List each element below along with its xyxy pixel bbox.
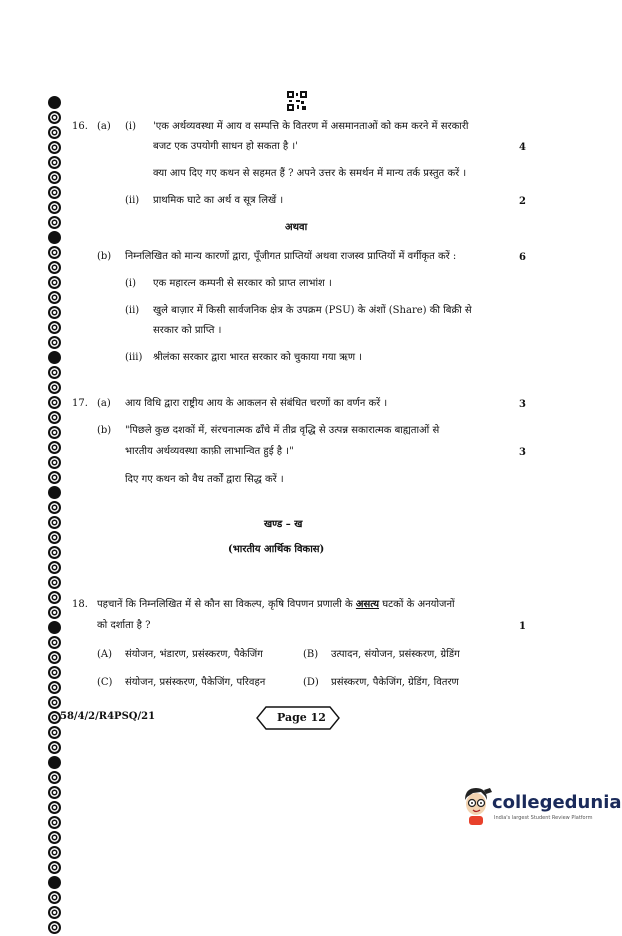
binding-ring <box>48 666 61 679</box>
binding-ring <box>48 861 61 874</box>
binding-ring <box>48 111 61 124</box>
q16-b-i-text: एक महारत्न कम्पनी से सरकार को प्राप्त लाभांश । <box>153 278 332 289</box>
mascot-icon <box>459 786 493 826</box>
q16-b-ii-label: (ii) <box>125 305 140 316</box>
binding-ring <box>48 636 61 649</box>
section-title: खण्ड – ख <box>264 519 303 530</box>
q18-option-d: प्रसंस्करण, पैकेजिंग, ग्रेडिंग, वितरण <box>331 677 459 688</box>
q16-b-i-label: (i) <box>125 278 137 289</box>
binding-ring <box>48 351 61 364</box>
q18-option-a-key: (A) <box>97 649 113 660</box>
binding-ring <box>48 276 61 289</box>
page-number-badge <box>256 706 340 734</box>
q16-b-ii-line2: सरकार को प्राप्ति । <box>153 325 222 336</box>
q16-i-label: (i) <box>125 121 137 132</box>
binding-ring <box>48 366 61 379</box>
binding-ring <box>48 501 61 514</box>
binding-ring <box>48 201 61 214</box>
q17-a-marks: 3 <box>519 399 526 410</box>
binding-ring <box>48 801 61 814</box>
q18-option-c-key: (C) <box>97 677 113 688</box>
q16-i-question: क्या आप दिए गए कथन से सहमत हैं ? अपने उत्तर के समर्थन में मान्य तर्क प्रस्तुत करें । <box>153 168 467 179</box>
q17-b-line2: भारतीय अर्थव्यवस्था काफ़ी लाभान्वित हुई है ।" <box>125 446 294 457</box>
binding-ring <box>48 441 61 454</box>
binding-ring <box>48 396 61 409</box>
q16-b-iii-text: श्रीलंका सरकार द्वारा भारत सरकार को चुकाया गया ऋण । <box>153 352 363 363</box>
q16-b-text: निम्नलिखित को मान्य कारणों द्वारा, पूँजीगत प्राप्तियों अथवा राजस्व प्राप्तियों में वर्गीकृत करें : <box>125 251 457 262</box>
binding-ring <box>48 891 61 904</box>
binding-ring <box>48 291 61 304</box>
binding-ring <box>48 771 61 784</box>
binding-ring <box>48 561 61 574</box>
binding-ring <box>48 306 61 319</box>
binding-rings <box>48 96 62 936</box>
binding-ring <box>48 741 61 754</box>
binding-ring <box>48 921 61 934</box>
binding-ring <box>48 171 61 184</box>
binding-ring <box>48 261 61 274</box>
binding-ring <box>48 591 61 604</box>
q18-line1: पहचानें कि निम्नलिखित में से कौन सा विकल्प, कृषि विपणन प्रणाली के असत्य घटकों के अनयोजनों <box>97 599 455 610</box>
binding-ring <box>48 231 61 244</box>
binding-ring <box>48 681 61 694</box>
binding-ring <box>48 141 61 154</box>
binding-ring <box>48 516 61 529</box>
binding-ring <box>48 456 61 469</box>
q18-marks: 1 <box>519 621 526 632</box>
or-separator: अथवा <box>285 222 308 233</box>
q18-line2: को दर्शाता है ? <box>97 620 151 631</box>
binding-ring <box>48 621 61 634</box>
binding-ring <box>48 381 61 394</box>
binding-ring <box>48 411 61 424</box>
q16-number: 16. <box>72 121 88 132</box>
binding-ring <box>48 906 61 919</box>
brand-tagline: India's largest Student Review Platform <box>494 815 593 821</box>
binding-ring <box>48 216 61 229</box>
binding-ring <box>48 321 61 334</box>
q18-option-a: संयोजन, भंडारण, प्रसंस्करण, पैकेजिंग <box>125 649 263 660</box>
binding-ring <box>48 756 61 769</box>
q17-b-marks: 3 <box>519 447 526 458</box>
q17-b-line1: "पिछले कुछ दशकों में, संरचनात्मक ढाँचे में तीव्र वृद्धि से उत्पन्न सकारात्मक बाह्यताओं से <box>125 425 440 436</box>
q16-b-marks: 6 <box>519 252 526 263</box>
binding-ring <box>48 726 61 739</box>
q17-a-text: आय विधि द्वारा राष्ट्रीय आय के आकलन से संबंधित चरणों का वर्णन करें । <box>125 398 388 409</box>
q17-b-label: (b) <box>97 425 112 436</box>
q17-a-label: (a) <box>97 398 111 409</box>
binding-ring <box>48 651 61 664</box>
binding-ring <box>48 531 61 544</box>
section-subtitle: (भारतीय आर्थिक विकास) <box>228 544 325 555</box>
qr-code-icon <box>287 91 307 111</box>
binding-ring <box>48 486 61 499</box>
q16-i-marks: 4 <box>519 142 526 153</box>
q16-i-line2: बजट एक उपयोगी साधन हो सकता है ।' <box>153 141 298 152</box>
q17-b-question: दिए गए कथन को वैध तर्कों द्वारा सिद्ध करें । <box>125 474 284 485</box>
q18-option-c: संयोजन, प्रसंस्करण, पैकेजिंग, परिवहन <box>125 677 266 688</box>
binding-ring <box>48 816 61 829</box>
q16-ii-text: प्राथमिक घाटे का अर्थ व सूत्र लिखें । <box>153 195 284 206</box>
binding-ring <box>48 96 61 109</box>
q16-a-label: (a) <box>97 121 111 132</box>
binding-ring <box>48 546 61 559</box>
binding-ring <box>48 471 61 484</box>
q17-number: 17. <box>72 398 88 409</box>
binding-ring <box>48 246 61 259</box>
q16-b-label: (b) <box>97 251 112 262</box>
binding-ring <box>48 426 61 439</box>
binding-ring <box>48 336 61 349</box>
binding-ring <box>48 606 61 619</box>
brand-logo-text: collegedunia <box>492 792 622 813</box>
binding-ring <box>48 186 61 199</box>
binding-ring <box>48 846 61 859</box>
paper-code: 58/4/2/R4PSQ/21 <box>60 711 156 722</box>
binding-ring <box>48 876 61 889</box>
q18-number: 18. <box>72 599 88 610</box>
binding-ring <box>48 126 61 139</box>
page-number: Page 12 <box>277 711 326 724</box>
q16-ii-marks: 2 <box>519 196 526 207</box>
binding-ring <box>48 831 61 844</box>
binding-ring <box>48 156 61 169</box>
q16-b-iii-label: (iii) <box>125 352 143 363</box>
binding-ring <box>48 576 61 589</box>
q18-option-b-key: (B) <box>303 649 319 660</box>
q18-option-d-key: (D) <box>303 677 319 688</box>
binding-ring <box>48 786 61 799</box>
q16-ii-label: (ii) <box>125 195 140 206</box>
q16-i-line1: 'एक अर्थव्यवस्था में आय व सम्पत्ति के वितरण में असमानताओं को कम करने में सरकारी <box>153 121 469 132</box>
q16-b-ii-line1: खुले बाज़ार में किसी सार्वजनिक क्षेत्र के उपक्रम (PSU) के अंशों (Share) की बिक्री से <box>153 305 472 316</box>
q18-option-b: उत्पादन, संयोजन, प्रसंस्करण, ग्रेडिंग <box>331 649 460 660</box>
binding-ring <box>48 696 61 709</box>
